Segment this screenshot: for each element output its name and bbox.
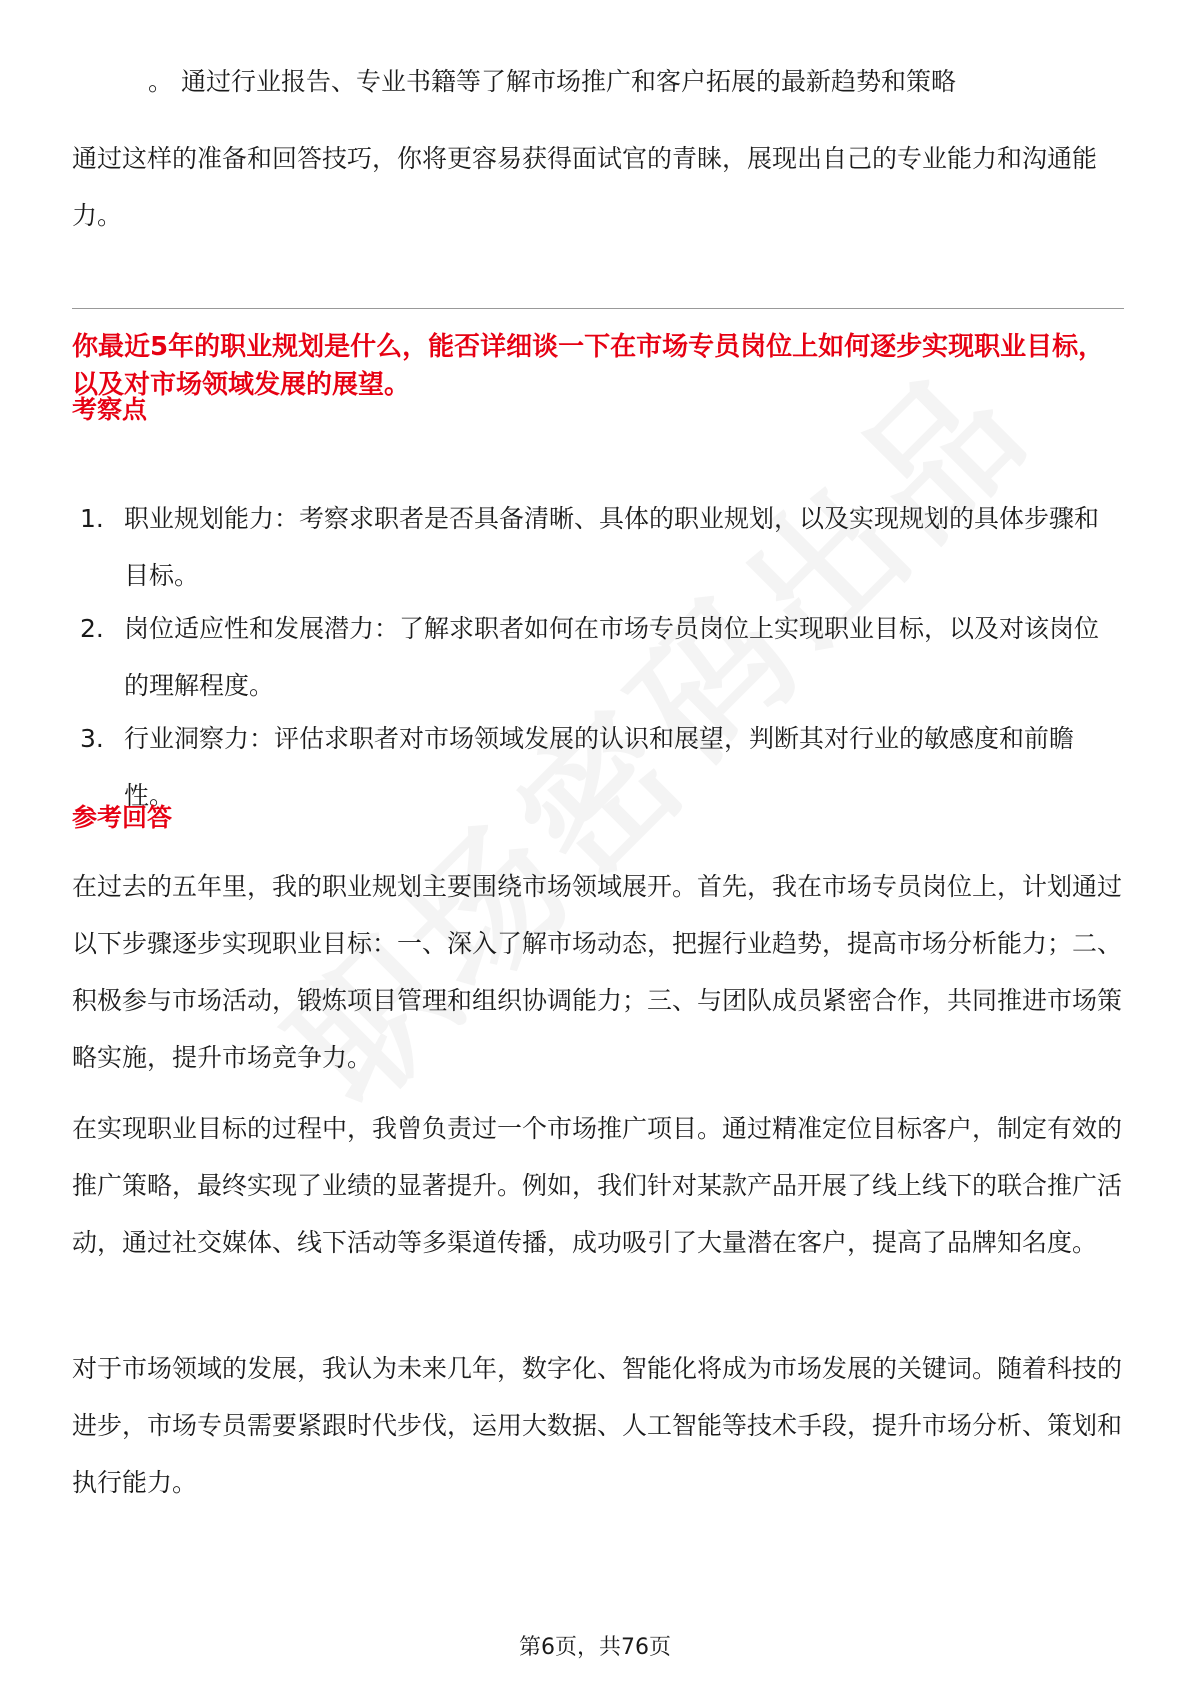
list-item-text: 行业洞察力：评估求职者对市场领域发展的认识和展望，判断其对行业的敏感度和前瞻性。 — [124, 724, 1075, 810]
answer-paragraph: 在实现职业目标的过程中，我曾负责过一个市场推广项目。通过精准定位目标客户，制定有效的推广策略，最终实现了业绩的显著提升。例如，我们针对某款产品开展了线上线下的联合推广活动，通过社交媒体、线下活动等多渠道传播，成功吸引了大量潜在客户，提高了品牌知名度。 — [72, 1114, 1123, 1257]
list-item-number: 1. — [80, 504, 104, 533]
list-item-text: 岗位适应性和发展潜力：了解求职者如何在市场专员岗位上实现职业目标，以及对该岗位的理解程度。 — [124, 614, 1100, 700]
page-footer: 第6页，共76页 — [519, 1635, 671, 1660]
intro-paragraph: 通过这样的准备和回答技巧，你将更容易获得面试官的青睐，展现出自己的专业能力和沟通能力。 — [72, 144, 1098, 230]
list-item — [80, 600, 1120, 714]
list-item — [80, 710, 1120, 824]
list-item — [80, 490, 1120, 604]
section-title-answer: 参考回答 — [72, 803, 173, 832]
section-title-kaocha: 考察点 — [72, 395, 148, 424]
answer-paragraph: 在过去的五年里，我的职业规划主要围绕市场领域展开。首先，我在市场专员岗位上，计划通过以下步骤逐步实现职业目标：一、深入了解市场动态，把握行业趋势，提高市场分析能力；二、积极参与市场活动，锻炼项目管理和组织协调能力；三、与团队成员紧密合作，共同推进市场策略实施，提升市场竞争力。 — [72, 872, 1123, 1072]
kaocha-list — [80, 490, 1120, 824]
list-item-number: 2. — [80, 614, 104, 643]
bullet-text: 通过行业报告、专业书籍等了解市场推广和客户拓展的最新趋势和策略 — [181, 67, 957, 96]
top-bullet — [148, 62, 956, 102]
list-item-text: 职业规划能力：考察求职者是否具备清晰、具体的职业规划，以及实现规划的具体步骤和目标。 — [124, 504, 1100, 590]
divider — [72, 308, 1124, 309]
question-heading: 你最近5年的职业规划是什么，能否详细谈一下在市场专员岗位上如何逐步实现职业目标，以及对市场领域发展的展望。 — [72, 332, 1105, 400]
list-item-number: 3. — [80, 724, 104, 753]
answer-paragraph: 对于市场领域的发展，我认为未来几年，数字化、智能化将成为市场发展的关键词。随着科技的进步，市场专员需要紧跟时代步伐，运用大数据、人工智能等技术手段，提升市场分析、策划和执行能力。 — [72, 1354, 1123, 1497]
bullet-marker: 。 — [148, 67, 174, 96]
